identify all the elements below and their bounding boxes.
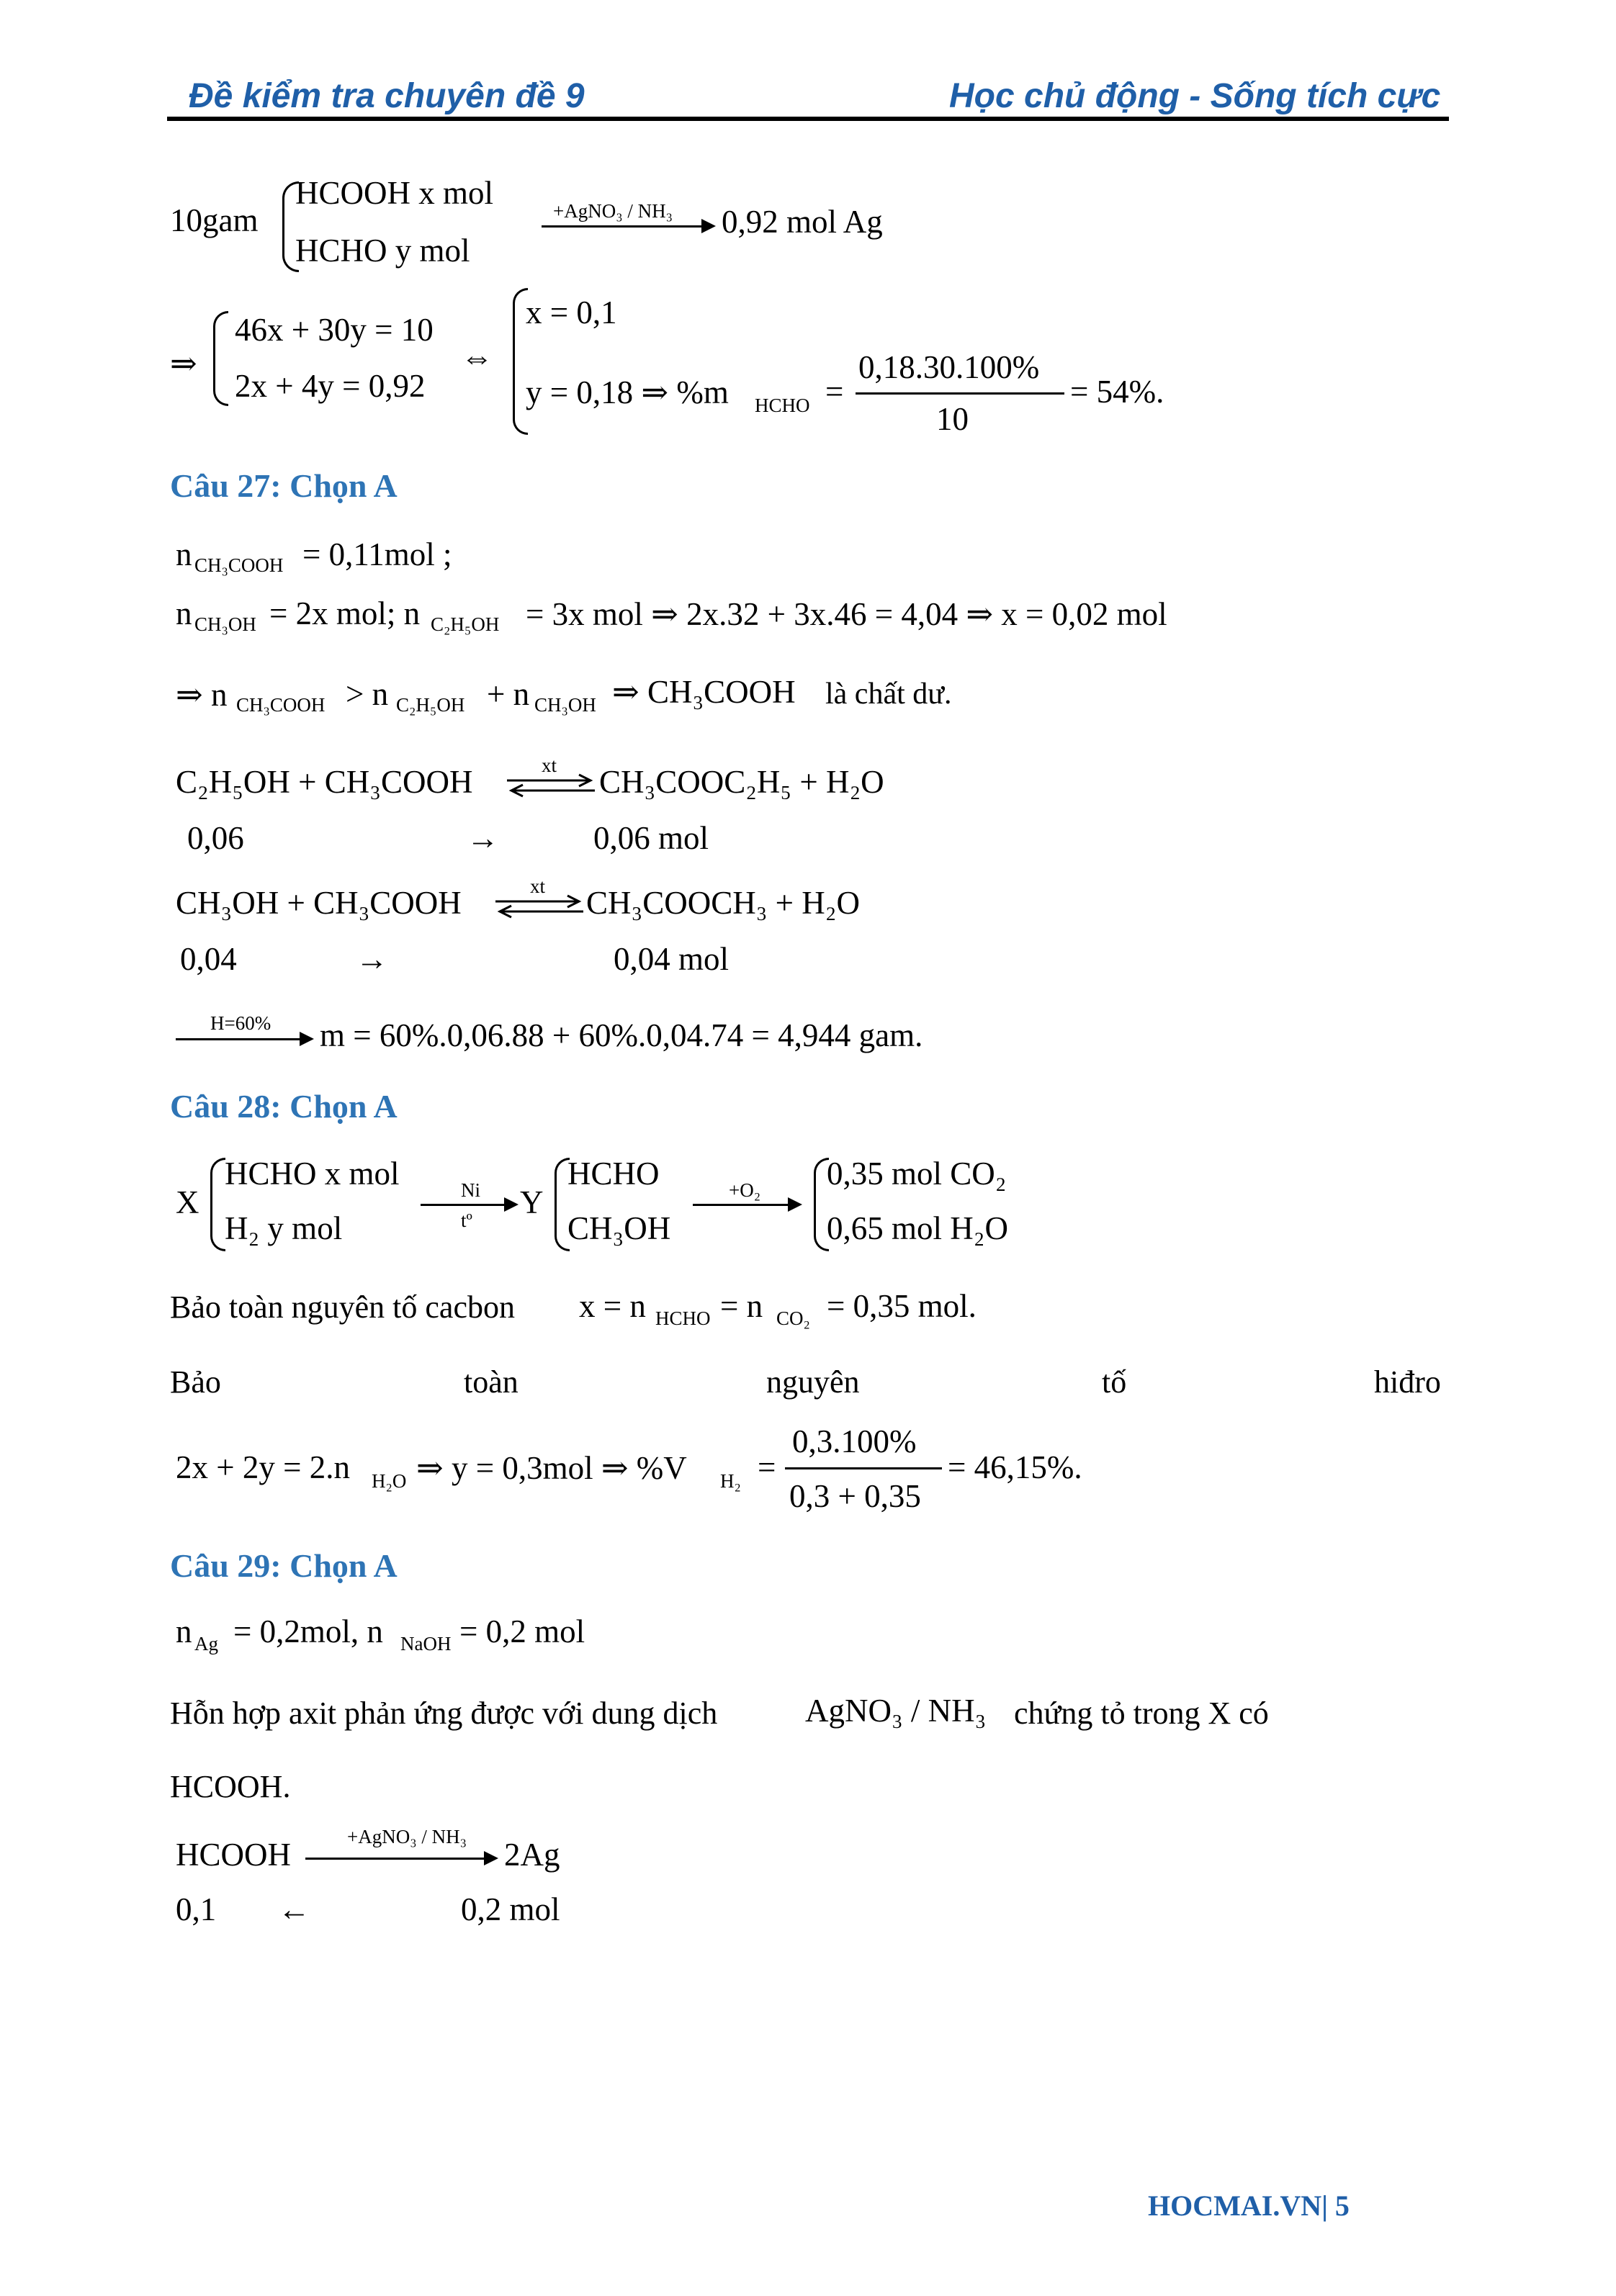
q27-l1: n (176, 536, 192, 572)
q28-y-l1: HCHO (567, 1156, 660, 1192)
equilibrium-arrow-1 (504, 773, 598, 798)
q28-arrow2 (693, 1204, 799, 1206)
q27-xt1: xt (542, 755, 557, 776)
q26-sub: HCHO (755, 395, 810, 416)
q28-c-sub1: HCHO (655, 1307, 711, 1329)
q28-h-word-1: Bảo (170, 1364, 221, 1400)
q26-sol2: y = 0,18 ⇒ %m (526, 374, 729, 410)
page-footer: HOCMAI.VN| 5 (1148, 2189, 1350, 2222)
q28-title: Câu 28: Chọn A (170, 1088, 398, 1125)
q27-l3d: ⇒ CH₃COOH (612, 674, 796, 710)
q28-h-den: 0,3 + 0,35 (789, 1478, 921, 1514)
q27-l1-rest: = 0,11mol ; (302, 536, 452, 572)
q27-r1: C₂H₅OH + CH₃COOH (176, 764, 473, 800)
q28-to: tº (461, 1210, 472, 1231)
q26-arrow (542, 225, 713, 228)
q28-c-res: = 0,35 mol. (827, 1288, 977, 1324)
q29-l1b-sub: NaOH (400, 1633, 452, 1655)
q28-c-sub2: CO₂ (776, 1307, 810, 1329)
q28-h-word-5: hiđro (1374, 1364, 1441, 1400)
q27-r2-products: CH₃COOCH₃ + H₂O (586, 885, 860, 921)
q27-r2-m2: 0,04 mol (614, 941, 730, 977)
q26-sol1: x = 0,1 (526, 294, 617, 330)
header-right: Học chủ động - Sống tích cực (949, 77, 1441, 115)
q29-l1a-sub: Ag (194, 1633, 218, 1655)
q27-r1-products: CH₃COOC₂H₅ + H₂O (599, 764, 884, 800)
header-left: Đề kiểm tra chuyên đề 9 (189, 77, 585, 115)
q26-frac-bar (856, 392, 1064, 395)
q28-frac-bar (785, 1467, 942, 1469)
q28-c-eq2: = n (720, 1288, 763, 1324)
q29-m-arrow: ← (278, 1891, 310, 1927)
q29-text2: HCOOH. (170, 1769, 291, 1804)
q27-l2a-sub: CH₃OH (194, 613, 256, 635)
q29-l1c: = 0,2 mol (459, 1613, 585, 1649)
q29-arrow (305, 1858, 495, 1860)
q28-x: X (176, 1184, 199, 1220)
q27-l2b-sub: C₂H₅OH (431, 613, 500, 635)
q28-y-l2: CH₃OH (567, 1210, 671, 1246)
q26-sys2: 2x + 4y = 0,92 (235, 368, 426, 404)
q27-l2b: = 2x mol; n (269, 595, 421, 631)
q29-title: Câu 29: Chọn A (170, 1547, 398, 1584)
q26-eq: = (825, 374, 844, 410)
q27-h-arrow (176, 1038, 311, 1040)
header-rule (167, 117, 1449, 121)
q28-h-sub: H₂O (372, 1470, 407, 1492)
q28-h-num: 0,3.100% (792, 1423, 917, 1459)
q27-l3b: > n (346, 676, 389, 712)
q26-line1: HCOOH x mol (295, 175, 494, 211)
q26-sys-brace (213, 311, 228, 406)
q28-h-sub2: H₂ (720, 1470, 741, 1492)
q26-line2: HCHO y mol (295, 233, 470, 269)
q29-l1b: = 0,2mol, n (233, 1613, 383, 1649)
q27-l3c-sub: CH₃OH (534, 694, 596, 716)
q28-p-l2: 0,65 mol H₂O (827, 1210, 1008, 1246)
q28-c-eq: x = n (579, 1288, 646, 1324)
q26-mass: 10gam (170, 202, 259, 238)
q29-m1: 0,1 (176, 1891, 217, 1927)
q28-h-word-4: tố (1102, 1364, 1127, 1400)
q27-r1-m2: 0,06 mol (593, 820, 709, 856)
q27-l3a: ⇒ n (176, 677, 228, 713)
q29-m2: 0,2 mol (461, 1891, 560, 1927)
q26-result: 0,92 mol Ag (722, 204, 883, 240)
q26-den: 10 (936, 401, 969, 437)
q27-l3c: + n (487, 676, 530, 712)
q27-r1-m1: 0,06 (187, 820, 244, 856)
q28-h-eq: 2x + 2y = 2.n (176, 1449, 351, 1485)
q27-h-label: H=60% (210, 1012, 271, 1034)
q27-l1-sub: CH₃COOH (194, 554, 284, 576)
q27-xt2: xt (530, 875, 546, 897)
q26-sys1: 46x + 30y = 10 (235, 312, 434, 348)
q29-r-label: +AgNO₃ / NH₃ (347, 1826, 467, 1847)
q29-formula: AgNO₃ / NH₃ (805, 1693, 987, 1729)
q27-r2-m1: 0,04 (180, 941, 237, 977)
q28-c-text: Bảo toàn nguyên tố cacbon (170, 1289, 515, 1325)
q27-r1-arrow: → (467, 820, 499, 856)
q27-final: m = 60%.0,06.88 + 60%.0,04.74 = 4,944 gam. (320, 1017, 923, 1053)
q26-num: 0,18.30.100% (858, 349, 1040, 385)
q27-l3a-sub: CH₃COOH (236, 694, 326, 716)
q29-r-product: 2Ag (504, 1837, 560, 1873)
q28-x-l2: H₂ y mol (225, 1210, 343, 1246)
q27-title: Câu 27: Chọn A (170, 467, 398, 504)
q28-h-res: = 46,15%. (948, 1449, 1082, 1485)
q28-x-l1: HCHO x mol (225, 1156, 400, 1192)
q29-text1-end: chứng tỏ trong X có (1014, 1696, 1269, 1731)
q29-text1: Hỗn hợp axit phản ứng được với dung dịch (170, 1696, 718, 1731)
q28-y: Y (520, 1184, 544, 1220)
q27-r2-arrow: → (356, 941, 388, 977)
q26-res: = 54%. (1070, 374, 1164, 410)
q28-h-eq2: ⇒ y = 0,3mol ⇒ %V (416, 1450, 687, 1486)
q28-h-eqs: = (758, 1449, 776, 1485)
q27-l3b-sub: C₂H₅OH (396, 694, 465, 716)
q27-l2a: n (176, 595, 192, 631)
q27-l3e: là chất dư. (825, 677, 952, 711)
q26-implies: ⇒ (170, 346, 197, 382)
q29-l1a: n (176, 1613, 192, 1649)
q28-ni: Ni (461, 1179, 480, 1201)
equilibrium-arrow-2 (493, 894, 586, 919)
q28-x-brace (210, 1158, 225, 1251)
q27-r2: CH₃OH + CH₃COOH (176, 885, 462, 921)
q28-arrow1 (421, 1204, 516, 1206)
q28-p-l1: 0,35 mol CO₂ (827, 1156, 1007, 1192)
q29-r: HCOOH (176, 1837, 292, 1873)
q28-h-word-3: nguyên (766, 1364, 860, 1400)
q26-equiv: ⇔ (461, 339, 493, 375)
q28-h-word-2: toàn (464, 1364, 519, 1400)
q27-l2c: = 3x mol ⇒ 2x.32 + 3x.46 = 4,04 ⇒ x = 0,02 mol (526, 596, 1167, 632)
q28-o2: +O₂ (729, 1179, 761, 1201)
q26-arrow-label: +AgNO₃ / NH₃ (553, 200, 673, 222)
